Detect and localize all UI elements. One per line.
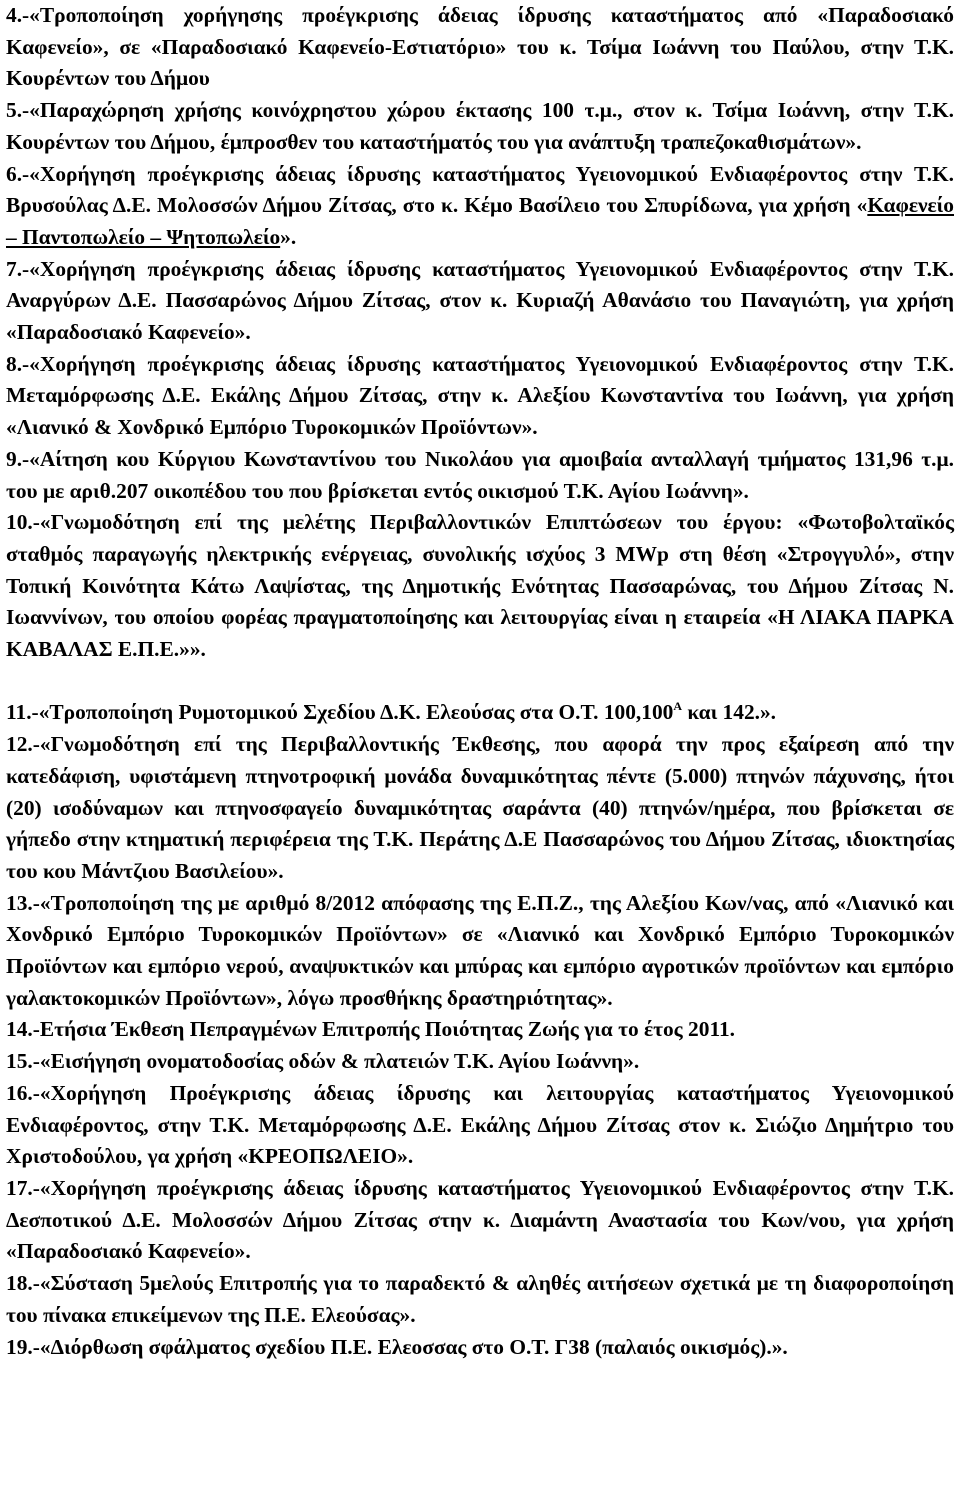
- agenda-item-5: [6, 95, 954, 158]
- agenda-item-13: [6, 888, 954, 1015]
- item-text: «Γνωμοδότηση επί της μελέτης Περιβαλλοντικών Επιπτώσεων του έργου: «Φωτοβολταϊκός σταθμός παραγωγής ηλεκτρικής ενέργειας, συνολικής ισχύος 3 MWp στη θέση «Στρογγυλό», στην Τοπική Κοινότητα Κάτω Λαψίστας, της Δημοτικής Ενότητας Πασσαρώνας, του Δήμου Ζίτσας Ν. Ιωαννίνων, του οποίου φορέας πραγματοποίησης και λειτουργίας είναι η εταιρεία «Η ΛΙΑΚΑ ΠΑΡΚΑ ΚΑΒΑΛΑΣ Ε.Π.Ε.»».: [6, 510, 954, 662]
- item-number: 19.-: [6, 1334, 40, 1359]
- item-number: 12.-: [6, 732, 40, 757]
- item-text: «Εισήγηση ονοματοδοσίας οδών & πλατειών Τ.Κ. Αγίου Ιωάννη».: [39, 1049, 640, 1074]
- item-text: «Τροποποίηση της με αριθμό 8/2012 απόφασης της Ε.Π.Ζ., της Αλεξίου Κων/νας, από «Λιανικό και Χονδρικό Εμπόριο Τυροκομικών Προϊόντων» σε «Λιανικό και Χονδρικό Εμπόριο Τυροκομικών Προϊόντων και εμπόριο νερού, αναψυκτικών και μπύρας και εμπόριο αγροτικών προϊόντων και εμπόριο γαλακτοκομικών Προϊόντων», λόγω προσθήκης δραστηριότητας».: [6, 890, 954, 1010]
- item-superscript: Α: [673, 699, 683, 714]
- agenda-item-19: [6, 1332, 954, 1364]
- item-number: 4.-: [6, 3, 30, 27]
- agenda-item-17: [6, 1173, 954, 1268]
- item-number: 5.-: [6, 98, 30, 123]
- item-text: «Χορήγηση προέγκρισης άδειας ίδρυσης καταστήματος Υγειονομικού Ενδιαφέροντος στην Τ.Κ. Δεσποτικού Δ.Ε. Μολοσσών Δήμου Ζίτσας στην κ. Διαμάντη Αναστασία του Κων/νου, για χρήση «Παραδοσιακό Καφενείο».: [6, 1176, 954, 1264]
- item-text: «Αίτηση κου Κύργιου Κωνσταντίνου του Νικολάου για αμοιβαία ανταλλαγή τμήματος 131,96 τ.μ. του με αριθ.207 οικοπέδου του που βρίσκεται εντός οικισμού Τ.Κ. Αγίου Ιωάννη».: [6, 446, 954, 503]
- item-number: 11.-: [6, 700, 39, 725]
- item-text-end: και 142.».: [682, 700, 777, 725]
- document-page: [6, 0, 954, 1363]
- item-text-underlined: Καφενείο – Παντοπωλείο – Ψητοπωλείο: [6, 193, 954, 249]
- item-number: 16.-: [6, 1080, 40, 1105]
- agenda-item-14: [6, 1014, 954, 1046]
- item-text: «Σύσταση 5μελούς Επιτροπής για το παραδεκτό & αληθές αιτήσεων σχετικά με τη διαφοροποίηση του πίνακα επικείμενων της Π.Ε. Ελεούσας».: [6, 1271, 954, 1327]
- item-text: «Τροποποίηση χορήγησης προέγκρισης άδειας ίδρυσης καταστήματος από «Παραδοσιακό Καφενείο», σε «Παραδοσιακό Καφενείο-Εστιατόριο» του κ. Τσίμα Ιωάννη του Παύλου, στην Τ.Κ. Κουρέντων του Δήμου: [6, 3, 954, 91]
- agenda-item-4: [6, 0, 954, 95]
- item-number: 13.-: [6, 890, 40, 915]
- item-text: «Χορήγηση προέγκρισης άδειας ίδρυσης καταστήματος Υγειονομικού Ενδιαφέροντος στην Τ.Κ. Μεταμόρφωσης Δ.Ε. Εκάλης Δήμου Ζίτσας, στην κ. Αλεξίου Κωνσταντίνα του Ιωάννη, για χρήση «Λιανικό & Χονδρικό Εμπόριο Τυροκομικών Προϊόντων».: [6, 351, 954, 440]
- agenda-item-8: [6, 349, 954, 444]
- item-number: 8.-: [6, 351, 30, 376]
- agenda-item-10: [6, 507, 954, 666]
- item-number: 18.-: [6, 1271, 40, 1296]
- agenda-item-12: [6, 729, 954, 888]
- agenda-item-9: [6, 444, 954, 507]
- agenda-item-16: [6, 1078, 954, 1173]
- item-text: «Χορήγηση προέγκρισης άδειας ίδρυσης καταστήματος Υγειονομικού Ενδιαφέροντος στην Τ.Κ. Αναργύρων Δ.Ε. Πασσαρώνος Δήμου Ζίτσας, στον κ. Κυριαζή Αθανάσιο του Παναγιώτη, για χρήση «Παραδοσιακό Καφενείο».: [6, 256, 954, 345]
- item-text-end: ».: [280, 224, 297, 249]
- item-number: 9.-: [6, 446, 30, 471]
- item-text: Ετήσια Έκθεση Πεπραγμένων Επιτροπής Ποιότητας Ζωής για το έτος 2011.: [39, 1017, 736, 1042]
- blank-line: [6, 666, 954, 698]
- item-number: 10.-: [6, 510, 40, 535]
- item-text: «Διόρθωση σφάλματος σχεδίου Π.Ε. Ελεοσσας στο Ο.Τ. Γ38 (παλαιός οικισμός).».: [39, 1334, 788, 1359]
- item-number: 7.-: [6, 256, 30, 281]
- item-text: «Τροποποίηση Ρυμοτομικού Σχεδίου Δ.Κ. Ελεούσας στα Ο.Τ. 100,100: [38, 700, 674, 725]
- item-text: «Παραχώρηση χρήσης κοινόχρηστου χώρου έκτασης 100 τ.μ., στον κ. Τσίμα Ιωάννη, στην Τ.Κ. Κουρέντων του Δήμου, έμπροσθεν του καταστήματός του για ανάπτυξη τραπεζοκαθισμάτων».: [6, 98, 954, 154]
- item-number: 15.-: [6, 1049, 40, 1074]
- item-text: «Γνωμοδότηση επί της Περιβαλλοντικής Έκθεσης, που αφορά την προς εξαίρεση από την κατεδάφιση, υφιστάμενη πτηνοτροφική μονάδα δυναμικότητας πέντε (5.000) πτηνών πάχυνσης, ήτοι (20) ισοδύναμων και πτηνοσφαγείο δυναμικότητας σαράντα (40) πτηνών/ημέρα, που βρίσκεται σε γήπεδο στην κτηματική περιφέρεια της Τ.Κ. Περάτης Δ.Ε Πασσαρώνος του Δήμου Ζίτσας, ιδιοκτησίας του κου Μάντζιου Βασιλείου».: [6, 732, 954, 883]
- agenda-item-7: [6, 254, 954, 349]
- agenda-item-6: [6, 159, 954, 254]
- agenda-item-15: [6, 1046, 954, 1078]
- item-text: «Χορήγηση Προέγκρισης άδειας ίδρυσης και λειτουργίας καταστήματος Υγειονομικού Ενδιαφέροντος, στην Τ.Κ. Μεταμόρφωσης Δ.Ε. Εκάλης Δήμου Ζίτσας στον κ. Σιώζιο Δημήτριο του Χριστοδούλου, γα χρήση «ΚΡΕΟΠΩΛΕΙΟ».: [6, 1080, 954, 1169]
- item-number: 14.-: [6, 1017, 40, 1042]
- agenda-item-11: [6, 697, 954, 729]
- agenda-item-18: [6, 1268, 954, 1331]
- item-text: «Χορήγηση προέγκρισης άδειας ίδρυσης καταστήματος Υγειονομικού Ενδιαφέροντος στην Τ.Κ. Βρυσούλας Δ.Ε. Μολοσσών Δήμου Ζίτσας, στο κ. Κέμο Βασίλειο του Σπυρίδωνα, για χρήση «: [6, 161, 954, 218]
- item-number: 6.-: [6, 161, 30, 186]
- item-number: 17.-: [6, 1176, 40, 1200]
